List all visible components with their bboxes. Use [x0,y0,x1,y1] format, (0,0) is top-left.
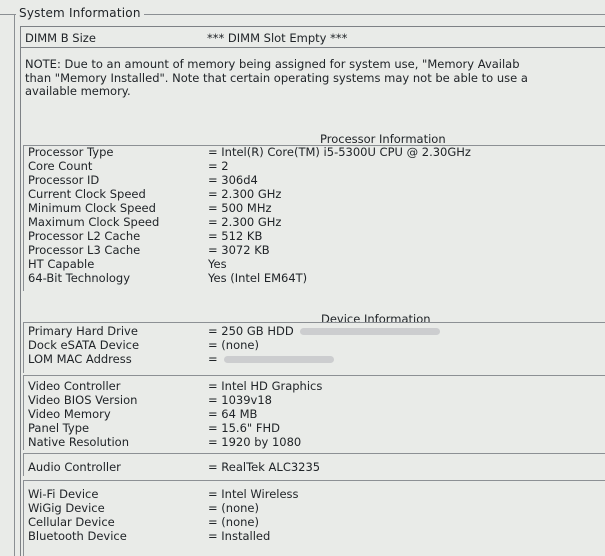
row-value: = 306d4 [208,173,258,187]
row-label: HT Capable [28,257,95,271]
row-value: = 15.6" FHD [208,421,280,435]
row-label: Processor L3 Cache [28,243,141,257]
row-label: Cellular Device [28,515,115,529]
row-label: Video Memory [28,407,111,421]
row-label: Current Clock Speed [28,187,146,201]
row-label: Processor L2 Cache [28,229,141,243]
row-label: Primary Hard Drive [28,324,138,338]
row-value: = RealTek ALC3235 [208,460,321,474]
row-label: Dock eSATA Device [28,338,140,352]
row-label: Panel Type [28,421,90,435]
row-value: = 1920 by 1080 [208,435,302,449]
hard-drive-size: = 250 GB HDD [208,324,294,338]
row-value: = (none) [208,515,259,529]
group-frame-left-border [14,14,15,556]
row-value: = (none) [208,501,259,515]
redacted-serial [300,328,440,335]
row-value: = 2.300 GHz [208,215,282,229]
row-label: Audio Controller [28,460,121,474]
row-value: = Intel Wireless [208,487,299,501]
dimm-b-row [21,27,605,48]
row-value: = 2 [208,159,229,173]
row-label: Video Controller [28,379,121,393]
row-value: = 1039v18 [208,393,272,407]
row-label: WiGig Device [28,501,105,515]
row-value: = Intel(R) Core(TM) i5-5300U CPU @ 2.30GHz [208,145,471,159]
system-info-pane[interactable] [20,26,605,556]
row-value: = (none) [208,338,259,352]
row-label: Core Count [28,159,93,173]
group-legend: System Information [16,6,144,20]
row-label: LOM MAC Address [28,352,132,366]
row-value: = Intel HD Graphics [208,379,323,393]
row-value: = 3072 KB [208,243,270,257]
mac-address-prefix: = [208,352,218,366]
row-label: Bluetooth Device [28,529,127,543]
row-label: Video BIOS Version [28,393,138,407]
row-label: Wi-Fi Device [28,487,99,501]
memory-note: NOTE: Due to an amount of memory being assigned for system use, "Memory Availab than "Memory Installed". Note that certain operating systems may not be able to use a available memory. [25,57,528,98]
row-value: = Installed [208,529,271,543]
row-value: Yes [208,257,227,271]
row-value [208,352,334,366]
row-value: = 500 MHz [208,201,272,215]
row-label: 64-Bit Technology [28,271,131,285]
dimm-b-label: DIMM B Size [25,31,96,45]
row-value [208,324,440,338]
row-label: Maximum Clock Speed [28,215,160,229]
device-section-title: Device Information [321,312,431,326]
row-label: Processor ID [28,173,100,187]
processor-section-title: Processor Information [320,132,446,146]
row-value: = 64 MB [208,407,258,421]
redacted-mac-address [224,356,334,363]
row-value: = 512 KB [208,229,263,243]
row-value: = 2.300 GHz [208,187,282,201]
row-label: Processor Type [28,145,114,159]
row-label: Minimum Clock Speed [28,201,156,215]
row-value: Yes (Intel EM64T) [208,271,308,285]
dimm-b-value: *** DIMM Slot Empty *** [207,31,348,45]
row-label: Native Resolution [28,435,129,449]
